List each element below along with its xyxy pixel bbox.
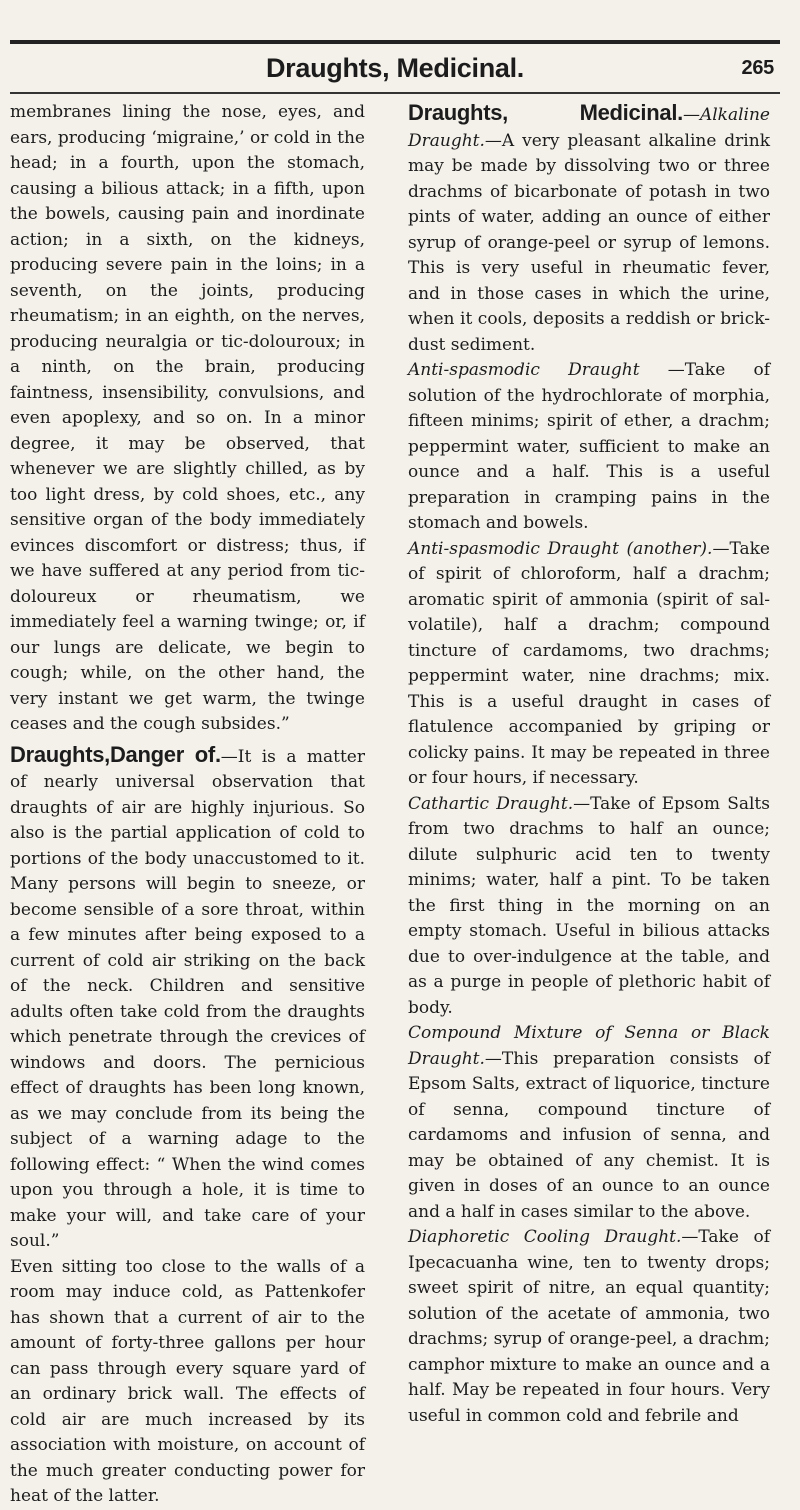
entry-heading-draughts-medicinal: Draughts, Medicinal.: [408, 100, 683, 125]
left-paragraph-3: Even sitting too close to the walls of a room may induce cold, as Pattenkofer has shown that a current of air to the amount of forty-three gallons per hour can pass through every square yard of an ordinary brick wall. The effects of cold air are much increased by its association with moisture, on account of the much greater conducting power for heat of the latter.: [10, 1256, 365, 1506]
right-paragraph-3: [408, 537, 770, 792]
entry-text-draughts-danger: —It is a matter of nearly universal observation that draughts of air are highly injurious. So also is the partial application of cold to portions of the body unaccustomed to it. Many persons will begin to sneeze, or become sensible of a sore throat, within a few minutes after being exposed to a current of cold air striking on the back of the neck. Children and sensitive adults often take cold from the draughts which penetrate through the crevices of windows and doors. The pernicious effect of draughts has been long known, as we may conclude from its being the subject of a warning adage to the following effect: “ When the wind comes upon you through a hole, it is time to make your will, and take care of your soul.”: [10, 746, 365, 1251]
subentry-text-diaphoretic: —Take of Ipecacuanha wine, ten to twenty drops; sweet spirit of nitre, an equal quantity; solution of the acetate of ammonia, two drachms; syrup of orange-peel, a drachm; camphor mixture to make an ounce and a half. May be repeated in four hours. Very useful in common cold and febrile and: [408, 1227, 770, 1426]
entry-heading-draughts-danger: Draughts,Danger of.: [10, 741, 221, 767]
subentry-text-senna: —This preparation consists of Epsom Salts, extract of liquorice, tincture of senna, compound tincture of cardamoms and infusion of senna, and may be obtained of any chemist. It is given in doses of an ounce to an ounce and a half in cases similar to the above.: [408, 1048, 770, 1222]
subentry-label-antispasmodic: Anti-spasmodic Draught: [408, 360, 640, 380]
right-paragraph-2: [408, 358, 770, 537]
header-rule: [10, 92, 780, 94]
subentry-label-alkaline: —Alkaline Draught.: [408, 105, 770, 151]
subentry-text-antispasmodic: —Take of solution of the hydrochlorate of morphia, fifteen minims; spirit of ether, a drachm; peppermint water, sufficient to make an ounce and a half. This is a useful preparation in cramping pains in the stomach and bowels.: [408, 360, 770, 533]
subentry-text-cathartic: —Take of Epsom Salts from two drachms to half an ounce; dilute sulphuric acid ten to twenty minims; water, half a pint. To be taken the first thing in the morning on an empty stomach. Useful in bilious attacks due to over-indulgence at the table, and as a purge in people of plethoric habit of body.: [408, 793, 770, 1018]
subentry-label-diaphoretic: Diaphoretic Cooling Draught.: [408, 1227, 682, 1247]
right-paragraph-1: [408, 100, 770, 358]
left-paragraph-2: [10, 742, 365, 1255]
right-column: [408, 100, 770, 1429]
subentry-label-antispasmodic-another: Anti-spasmodic Draught (another).: [408, 538, 713, 559]
running-header: [10, 48, 780, 88]
page-number: 265: [741, 57, 774, 79]
top-rule: [10, 40, 780, 44]
left-column: [10, 100, 365, 1510]
subentry-text-antispasmodic-another: —Take of spirit of chloroform, half a drachm; aromatic spirit of ammonia (spirit of sal-volatile), half a drachm; compound tincture of cardamoms, two drachms; peppermint water, nine drachms; mix. This is a useful draught in cases of flatulence accompanied by griping or colicky pains. It may be repeated in three or four hours, if necessary.: [408, 538, 770, 788]
right-paragraph-5: [408, 1021, 770, 1225]
header-title: Draughts, Medicinal.: [265, 52, 525, 83]
subentry-label-senna: Compound Mixture of Senna or Black Draught.: [408, 1023, 770, 1069]
subentry-text-alkaline: —A very pleasant alkaline drink may be made by dissolving two or three drachms of bicarbonate of potash in two pints of water, adding an ounce of either syrup of orange-peel or syrup of lemons. This is very useful in rheumatic fever, and in those cases in which the urine, when it cools, deposits a reddish or brick-dust sediment.: [408, 130, 770, 355]
subentry-label-cathartic: Cathartic Draught.: [408, 793, 574, 814]
left-paragraph-1: membranes lining the nose, eyes, and ears, producing ‘migraine,’ or cold in the head; in a fourth, upon the stomach, causing a bilious attack; in a fifth, upon the bowels, causing pain and inordinate action; in a sixth, on the kidneys, producing severe pain in the loins; in a seventh, on the joints, producing rheumatism; in an eighth, on the nerves, producing neuralgia or tic-dolouroux; in a ninth, on the brain, producing faintness, insensibility, convulsions, and even apoplexy, and so on. In a minor degree, it may be observed, that whenever we are slightly chilled, as by too light dress, by cold shoes, etc., any sensitive organ of the body immediately evinces discomfort or distress; thus, if we have suffered at any period from tic-doloureux or rheumatism, we immediately feel a warning twinge; or, if our lungs are delicate, we begin to cough; while, on the other hand, the very instant we get warm, the twinge ceases and the cough subsides.”: [10, 102, 365, 734]
right-paragraph-4: [408, 792, 770, 1022]
